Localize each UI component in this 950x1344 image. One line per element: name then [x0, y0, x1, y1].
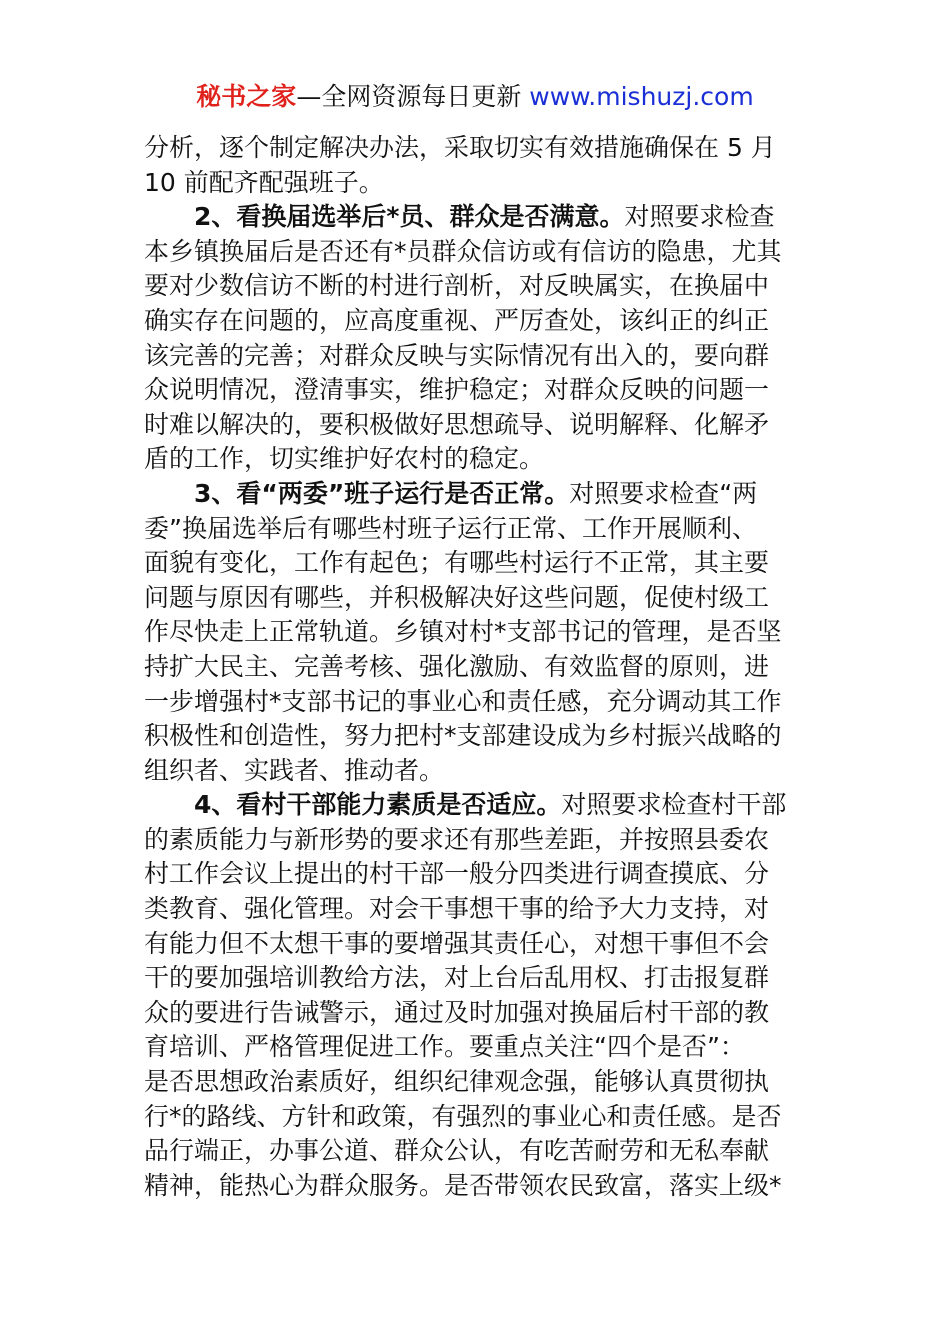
text-line: [144, 685, 812, 720]
line-text: 对照要求检查村干部: [561, 790, 787, 820]
line-text: 品行端正，办事公道、群众公认，有吃苦耐劳和无私奉献: [144, 1136, 770, 1166]
text-line: [144, 408, 812, 443]
line-text: 时难以解决的，要积极做好思想疏导、说明解释、化解矛: [144, 409, 770, 439]
text-line: [144, 961, 812, 996]
line-text: 对照要求检查: [624, 202, 775, 232]
text-line: [144, 650, 812, 685]
line-text: 众说明情况，澄清事实，维护稳定；对群众反映的问题一: [144, 375, 770, 405]
line-text: 本乡镇换届后是否还有*员群众信访或有信访的隐患，尤其: [144, 236, 782, 266]
line-text: 盾的工作，切实维护好农村的稳定。: [144, 444, 545, 474]
site-brand: 秘书之家: [196, 82, 297, 111]
line-text: 面貌有变化，工作有起色；有哪些村运行不正常，其主要: [144, 548, 770, 578]
line-text: 该完善的完善；对群众反映与实际情况有出入的，要向群: [144, 340, 770, 370]
line-text: 一步增强村*支部书记的事业心和责任感，充分调动其工作: [144, 686, 782, 716]
line-text: 10 前配齐配强班子。: [144, 167, 384, 197]
line-text: 分析，逐个制定解决办法，采取切实有效措施确保在 5 月: [144, 133, 776, 162]
line-text: 积极性和创造性，努力把村*支部建设成为乡村振兴战略的: [144, 721, 782, 751]
line-text: 众的要进行告诫警示，通过及时加强对换届后村干部的教: [144, 997, 770, 1027]
text-line: [144, 269, 812, 304]
text-line: [144, 615, 812, 650]
line-text: 村工作会议上提出的村干部一般分四类进行调查摸底、分: [144, 859, 770, 889]
line-text: 干的要加强培训教给方法，对上台后乱用权、打击报复群: [144, 963, 770, 993]
text-line: [144, 235, 812, 270]
section-heading-3: 3、看“两委”班子运行是否正常。: [194, 478, 570, 508]
line-text: 的素质能力与新形势的要求还有那些差距，并按照县委农: [144, 824, 770, 854]
text-line: [144, 1134, 812, 1169]
text-line: [144, 1065, 812, 1100]
line-text: 行*的路线、方针和政策，有强烈的事业心和责任感。是否: [144, 1101, 782, 1131]
line-text: 类教育、强化管理。对会干事想干事的给予大力支持，对: [144, 894, 770, 924]
text-line: [144, 581, 812, 616]
text-line: [144, 719, 812, 754]
section-heading-2: 2、看换届选举后*员、群众是否满意。: [194, 202, 625, 232]
line-text: 有能力但不太想干事的要增强其责任心，对想干事但不会: [144, 928, 770, 958]
text-line: [144, 304, 812, 339]
section-heading-line: [144, 788, 812, 823]
section-heading-4: 4、看村干部能力素质是否适应。: [194, 790, 562, 820]
text-line: [144, 1100, 812, 1135]
line-text: 精神，能热心为群众服务。是否带领农民致富，落实上级*: [144, 1170, 782, 1200]
line-text: 问题与原因有哪些，并积极解决好这些问题，促使村级工: [144, 582, 770, 612]
line-text: 要对少数信访不断的村进行剖析，对反映属实，在换届中: [144, 271, 770, 301]
text-line: [144, 1030, 812, 1065]
line-text: 组织者、实践者、推动者。: [144, 755, 445, 785]
text-line: [144, 339, 812, 374]
page-header: [0, 80, 950, 114]
line-text: 作尽快走上正常轨道。乡镇对村*支部书记的管理，是否坚: [144, 617, 782, 647]
text-line: [144, 892, 812, 927]
text-line: [144, 996, 812, 1031]
document-body: [144, 131, 812, 1203]
line-text: 育培训、严格管理促进工作。要重点关注“四个是否”：: [144, 1032, 745, 1062]
line-text: 是否思想政治素质好，组织纪律观念强，能够认真贯彻执: [144, 1067, 770, 1097]
text-line: [144, 1169, 812, 1204]
site-tagline: —全网资源每日更新: [296, 82, 530, 111]
text-line: [144, 546, 812, 581]
text-line: [144, 373, 812, 408]
section-heading-line: [144, 200, 812, 235]
line-text: 委”换届选举后有哪些村班子运行正常、工作开展顺利、: [144, 513, 757, 543]
site-url[interactable]: www.mishuzj.com: [529, 82, 754, 111]
text-line: [144, 823, 812, 858]
text-line: [144, 442, 812, 477]
text-line: [144, 754, 812, 789]
text-line: [144, 166, 812, 201]
text-line: [144, 131, 812, 166]
line-text: 持扩大民主、完善考核、强化激励、有效监督的原则，进: [144, 651, 770, 681]
line-text: 对照要求检查“两: [569, 478, 758, 508]
line-text: 确实存在问题的，应高度重视、严厉查处，该纠正的纠正: [144, 305, 770, 335]
text-line: [144, 927, 812, 962]
text-line: [144, 512, 812, 547]
section-heading-line: [144, 477, 812, 512]
text-line: [144, 857, 812, 892]
